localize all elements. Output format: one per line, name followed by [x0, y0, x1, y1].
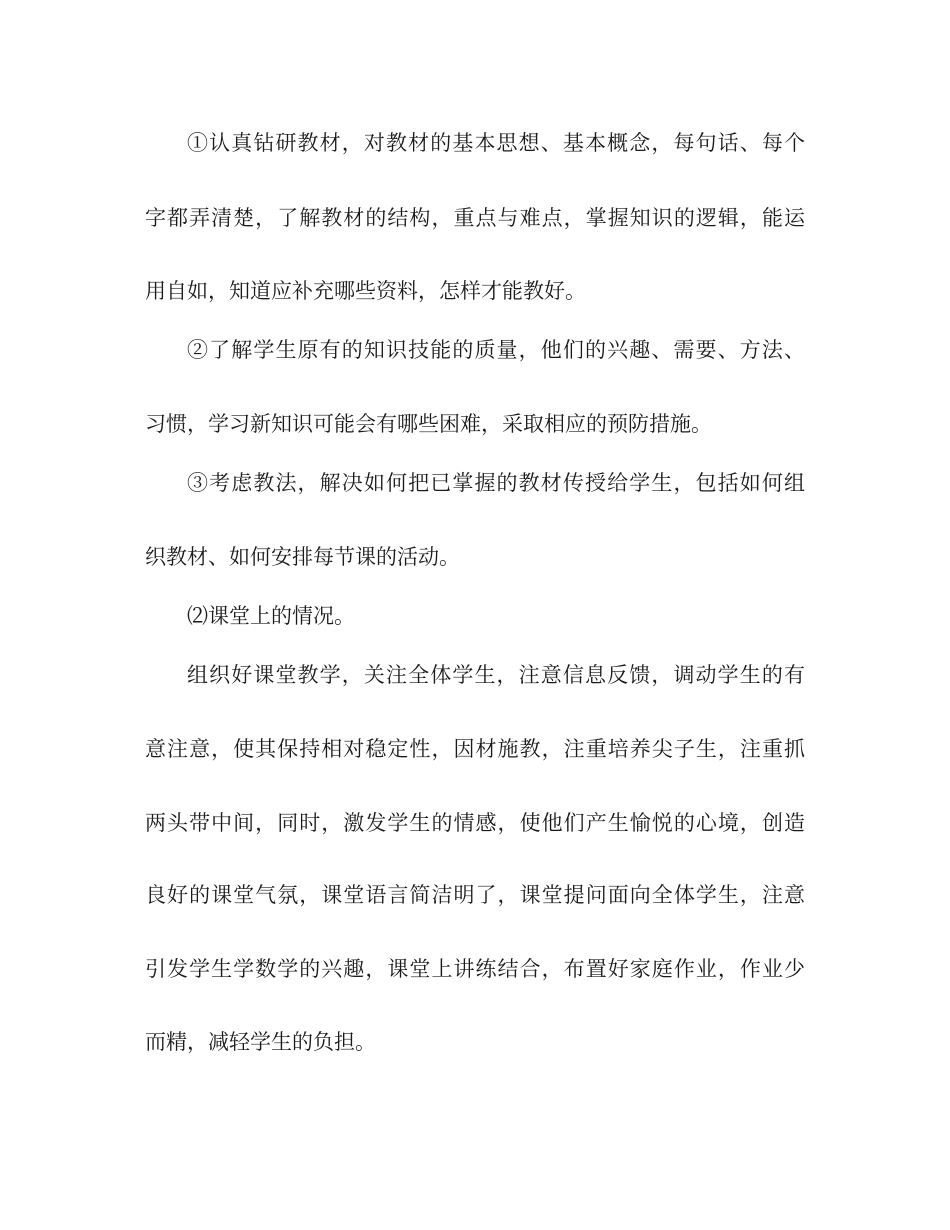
paragraph-1-line-3: 用自如，知道应补充哪些资料，怎样才能教好。 — [145, 279, 586, 303]
paragraph-1-line-1: ①认真钻研教材，对教材的基本思想、基本概念，每句话、每个 — [187, 131, 805, 155]
paragraph-5-line-5: 引发学生学数学的兴趣，课堂上讲练结合，布置好家庭作业，作业少 — [145, 957, 805, 981]
paragraph-5-line-6: 而精，减轻学生的负担。 — [145, 1030, 376, 1054]
section-heading-classroom: ⑵课堂上的情况。 — [187, 604, 355, 628]
paragraph-5-line-1: 组织好课堂教学，关注全体学生，注意信息反馈，调动学生的有 — [187, 663, 805, 687]
paragraph-2-line-1: ②了解学生原有的知识技能的质量，他们的兴趣、需要、方法、 — [187, 338, 805, 362]
paragraph-3-line-2: 织教材、如何安排每节课的活动。 — [145, 545, 460, 569]
paragraph-5-line-3: 两头带中间，同时，激发学生的情感，使他们产生愉悦的心境，创造 — [145, 811, 805, 835]
paragraph-3-line-1: ③考虑教法，解决如何把已掌握的教材传授给学生，包括如何组 — [187, 471, 805, 495]
paragraph-2-line-2: 习惯，学习新知识可能会有哪些困难，采取相应的预防措施。 — [145, 412, 712, 436]
paragraph-1-line-2: 字都弄清楚，了解教材的结构，重点与难点，掌握知识的逻辑，能运 — [145, 206, 805, 230]
paragraph-5-line-2: 意注意，使其保持相对稳定性，因材施教，注重培养尖子生，注重抓 — [145, 737, 805, 761]
paragraph-5-line-4: 良好的课堂气氛，课堂语言简洁明了，课堂提问面向全体学生，注意 — [145, 883, 805, 907]
